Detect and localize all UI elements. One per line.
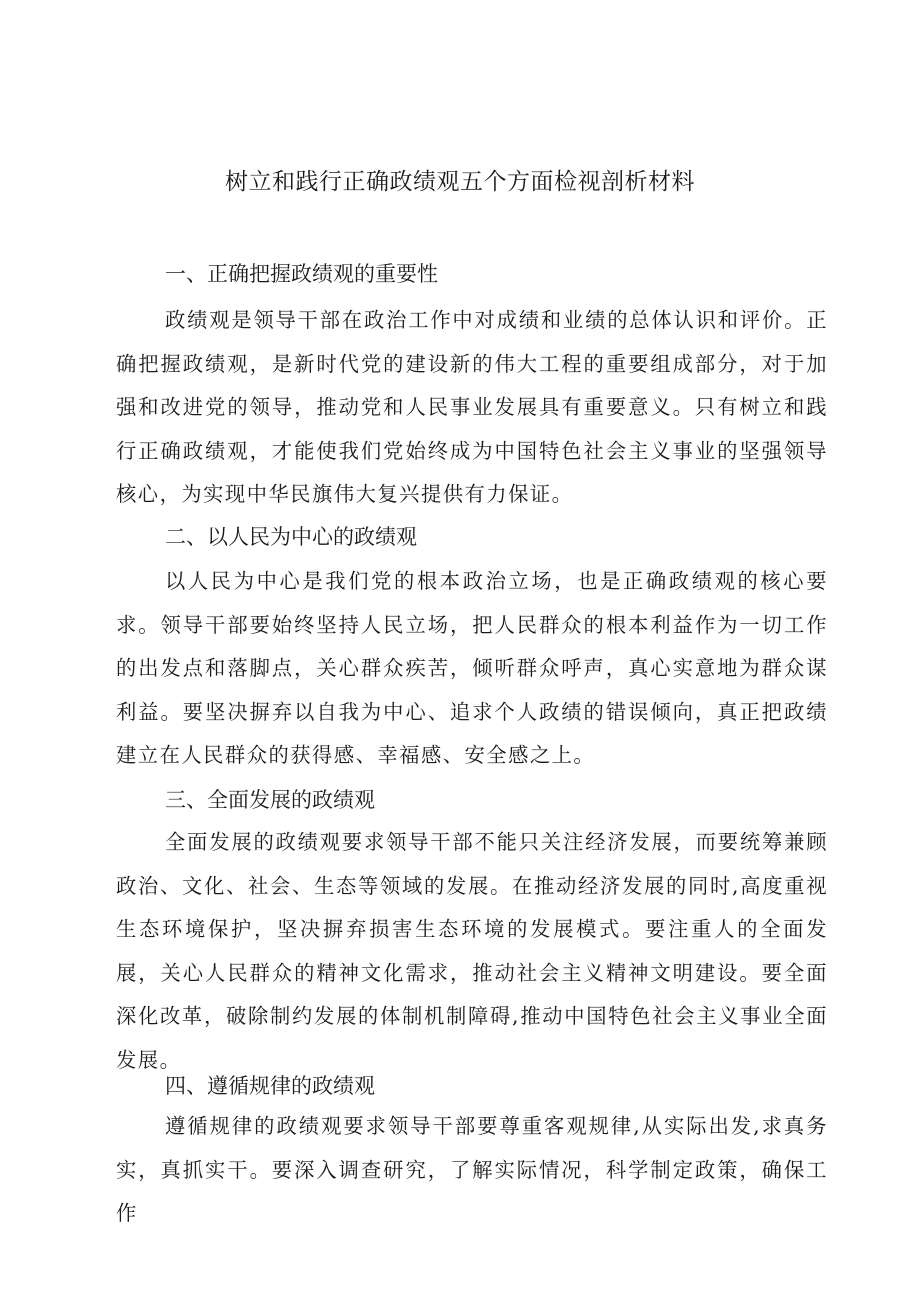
section-heading-2: 二、以人民为中心的政绩观 — [165, 525, 417, 549]
section-heading-1: 一、正确把握政绩观的重要性 — [165, 262, 438, 286]
section-paragraph-2: 以人民为中心是我们党的根本政治立场，也是正确政绩观的核心要求。领导干部要始终坚持人民立场，把人民群众的根本利益作为一切工作的出发点和落脚点，关心群众疾苦，倾听群众呼声，真心实意地为群众谋利益。要坚决摒弃以自我为中心、追求个人政绩的错误倾向，真正把政绩建立在人民群众的获得感、幸福感、安全感之上。 — [116, 569, 828, 767]
section-heading-3: 三、全面发展的政绩观 — [165, 788, 375, 812]
section-paragraph-3: 全面发展的政绩观要求领导干部不能只关注经济发展，而要统筹兼顾政治、文化、社会、生态等领域的发展。在推动经济发展的同时,高度重视生态环境保护，坚决摒弃损害生态环境的发展模式。要注重人的全面发展，关心人民群众的精神文化需求，推动社会主义精神文明建设。要全面深化改革，破除制约发展的体制机制障碍,推动中国特色社会主义事业全面发展。 — [116, 830, 828, 1072]
document-title: 树立和践行正确政绩观五个方面检视剖析材料 — [225, 169, 695, 195]
section-paragraph-1: 政绩观是领导干部在政治工作中对成绩和业绩的总体认识和评价。正确把握政绩观，是新时代党的建设新的伟大工程的重要组成部分，对于加强和改进党的领导，推动党和人民事业发展具有重要意义。只有树立和践行正确政绩观，才能使我们党始终成为中国特色社会主义事业的坚强领导核心，为实现中华民旗伟大复兴提供有力保证。 — [116, 308, 828, 506]
section-paragraph-4: 遵循规律的政绩观要求领导干部要尊重客观规律,从实际出发,求真务实，真抓实干。要深入调查研究，了解实际情况，科学制定政策，确保工作 — [116, 1114, 828, 1225]
section-heading-4: 四、遵循规律的政绩观 — [165, 1074, 375, 1098]
